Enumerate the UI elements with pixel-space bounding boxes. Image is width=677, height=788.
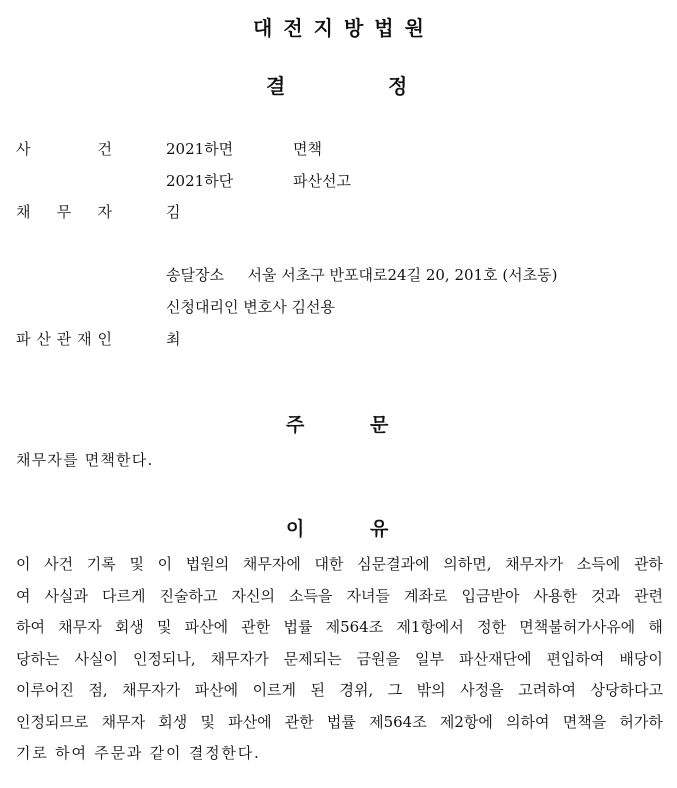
debtor-label-char: 무	[56, 203, 72, 221]
reason-line: 기로 하여 주문과 같이 결정한다.	[16, 744, 261, 762]
reason-heading-char-2: 유	[370, 518, 389, 540]
debtor-label	[16, 201, 112, 222]
case-label-char: 사	[16, 140, 31, 158]
debtor-label-char: 채	[16, 203, 31, 221]
reason-line: 여 사실과 다르게 진술하고 자신의 소득을 자녀들 계좌로 입금받아 사용한 것과 관련	[16, 586, 663, 605]
doc-title-char-1: 결	[266, 74, 286, 98]
trustee-name: 최	[166, 330, 181, 348]
case-number-1: 2021하면	[166, 140, 234, 158]
order-text: 채무자를 면책한다.	[16, 451, 154, 469]
service-place-row	[166, 264, 558, 285]
case-type-1: 면책	[293, 140, 322, 158]
debtor-name: 김	[166, 203, 181, 221]
trustee-label-char: 파	[16, 330, 31, 348]
trustee-label-char: 재	[77, 330, 92, 348]
case-label-char: 건	[97, 140, 112, 158]
court-name: 대전지방법원	[253, 16, 435, 40]
service-place-label: 송달장소	[166, 266, 224, 284]
reason-line: 당하는 사실이 인정되나, 채무자가 문제되는 금원을 일부 파산재단에 편입하여 배당이	[16, 649, 663, 668]
doc-title-char-2: 정	[388, 74, 408, 98]
reason-line: 이루어진 점, 채무자가 파산에 이르게 된 경위, 그 밖의 사정을 고려하여 상당하다고	[16, 681, 663, 699]
attorney: 신청대리인 변호사 김선용	[166, 298, 335, 316]
order-heading-char-2: 문	[370, 414, 389, 436]
trustee-label	[16, 328, 112, 349]
reason-line: 인정되므로 채무자 회생 및 파산에 관한 법률 제564조 제2항에 의하여 면책을 허가하	[16, 712, 663, 731]
service-place: 서울 서초구 반포대로24길 20, 201호 (서초동)	[247, 266, 558, 284]
order-heading-char-1: 주	[286, 414, 305, 436]
reason-line: 하여 채무자 회생 및 파산에 관한 법률 제564조 제1항에서 정한 면책불허가사유에 해	[16, 618, 663, 636]
case-type-2: 파산선고	[293, 172, 351, 190]
trustee-label-char: 산	[36, 330, 51, 348]
reason-line: 이 사건 기록 및 이 법원의 채무자에 대한 심문결과에 의하면, 채무자가 소득에 관하	[16, 555, 663, 573]
trustee-label-char: 인	[97, 330, 112, 348]
case-label	[16, 138, 112, 159]
reason-heading-char-1: 이	[286, 518, 305, 540]
case-number-2: 2021하단	[166, 172, 234, 190]
debtor-label-char: 자	[97, 203, 112, 221]
trustee-label-char: 관	[56, 330, 72, 348]
reason-paragraph	[16, 553, 663, 774]
